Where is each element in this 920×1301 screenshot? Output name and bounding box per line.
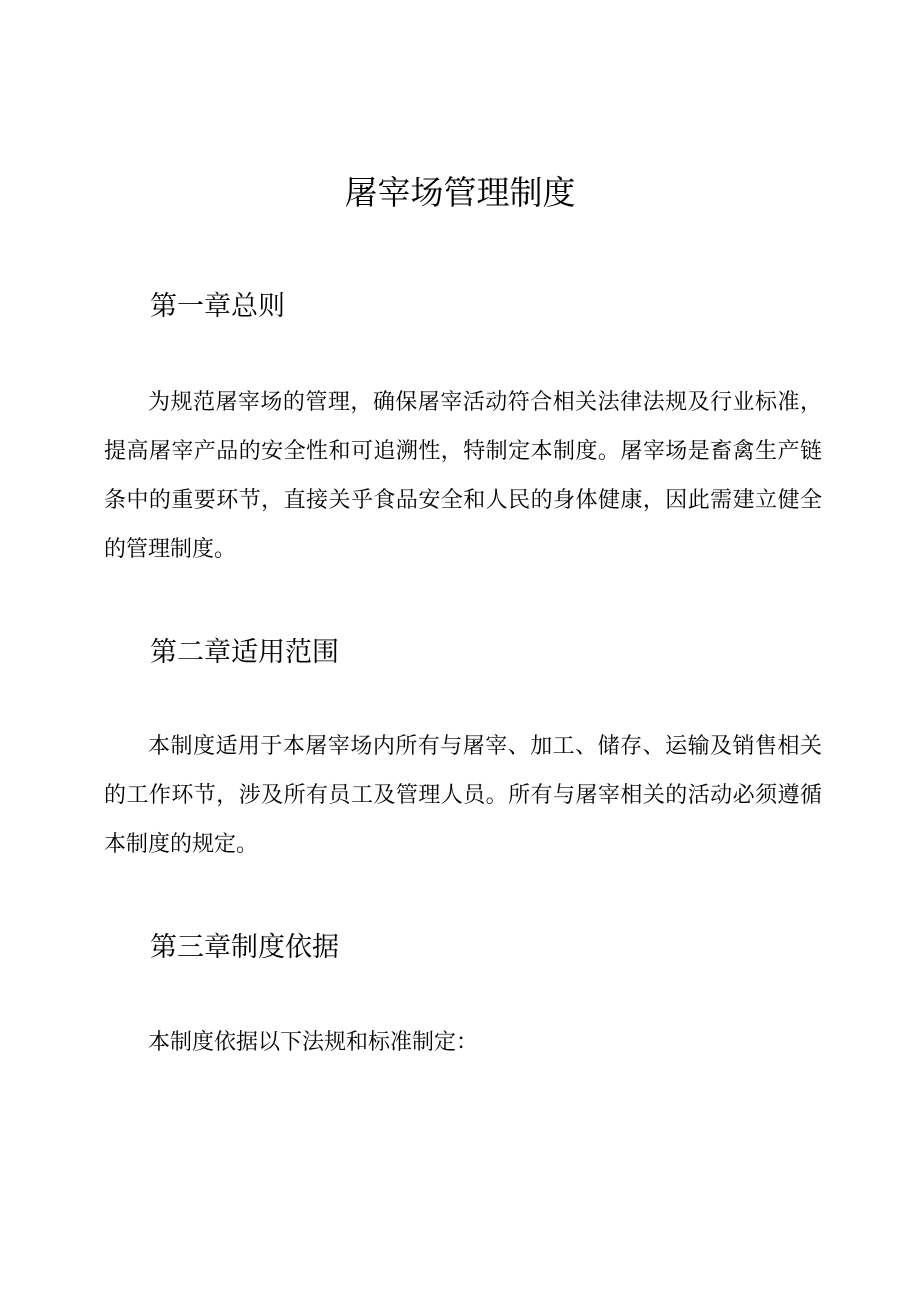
document-title: 屠宰场管理制度 [344,173,576,212]
chapter-heading-general: 第一章总则 [150,291,285,322]
chapter-body-basis: 本制度依据以下法规和标准制定： [148,1030,479,1055]
chapter-body-general: 为规范屠宰场的管理，确保屠宰活动符合相关法律法规及行业标准，提高屠宰产品的安全性和可追溯性，特制定本制度。屠宰场是畜禽生产链条中的重要环节，直接关乎食品安全和人民的身体健康，因此需建立健全的管理制度。 [104,390,822,562]
chapter-heading-basis: 第三章制度依据 [150,932,339,963]
chapter-heading-scope: 第二章适用范围 [150,637,339,668]
chapter-body-scope: 本制度适用于本屠宰场内所有与屠宰、加工、储存、运输及销售相关的工作环节，涉及所有员工及管理人员。所有与屠宰相关的活动必须遵循本制度的规定。 [104,734,822,857]
